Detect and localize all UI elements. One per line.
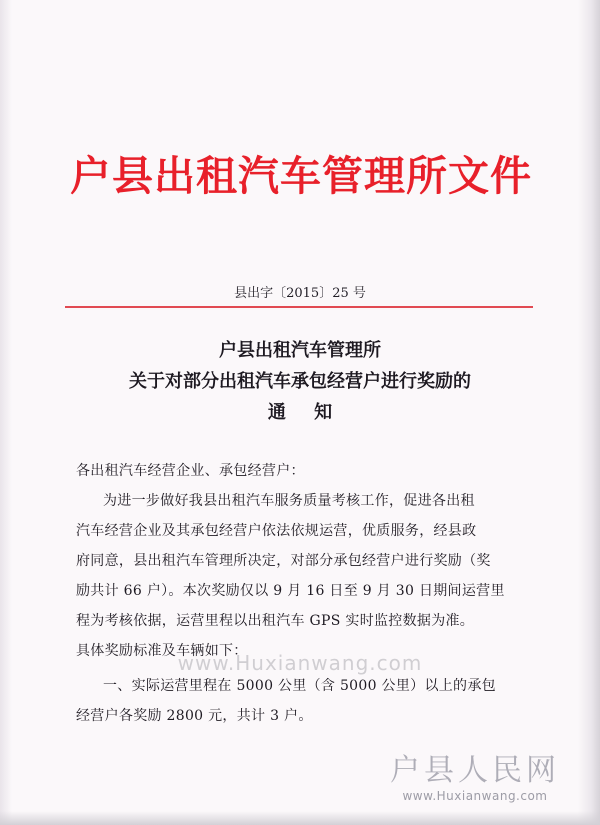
body-paragraph-line: 府同意，县出租汽车管理所决定，对部分承包经营户进行奖励（奖 (76, 553, 491, 569)
body-paragraph-line: 程为考核依据，运营里程以出租汽车 GPS 实时监控数据为准。 (76, 613, 475, 629)
site-logo-watermark (390, 745, 560, 803)
notice-title-line-3: 通 知 (267, 402, 333, 423)
body-paragraph-line: 为进一步做好我县出租汽车服务质量考核工作，促进各出租 (103, 493, 475, 509)
scan-shadow-bottom (0, 811, 600, 825)
document-header-title: 户县出租汽车管理所文件 (70, 152, 532, 200)
site-logo-url: www.Huxianwang.com (402, 789, 548, 803)
body-paragraph-line: 经营户各奖励 2800 元，共计 3 户。 (76, 708, 313, 724)
body-paragraph-line: 一、实际运营里程在 5000 公里（含 5000 公里）以上的承包 (103, 678, 496, 694)
notice-title-line-2: 关于对部分出租汽车承包经营户进行奖励的 (129, 371, 471, 392)
site-logo-name: 户县人民网 (390, 753, 560, 788)
red-divider-rule (65, 306, 533, 308)
body-salutation: 各出租汽车经营企业、承包经营户： (76, 463, 305, 479)
body-paragraph-line: 汽车经营企业及其承包经营户依法依规运营，优质服务，经县政 (76, 523, 477, 539)
watermark-url: www.Huxianwang.com (177, 651, 423, 675)
body-paragraph-line: 励共计 66 户）。本次奖励仅以 9 月 16 日至 9 月 30 日期间运营里 (76, 583, 505, 599)
notice-title-line-1: 户县出租汽车管理所 (219, 340, 381, 361)
body-paragraph-line: 具体奖励标准及车辆如下： (76, 643, 248, 659)
document-number: 县出字〔2015〕25 号 (234, 286, 366, 301)
